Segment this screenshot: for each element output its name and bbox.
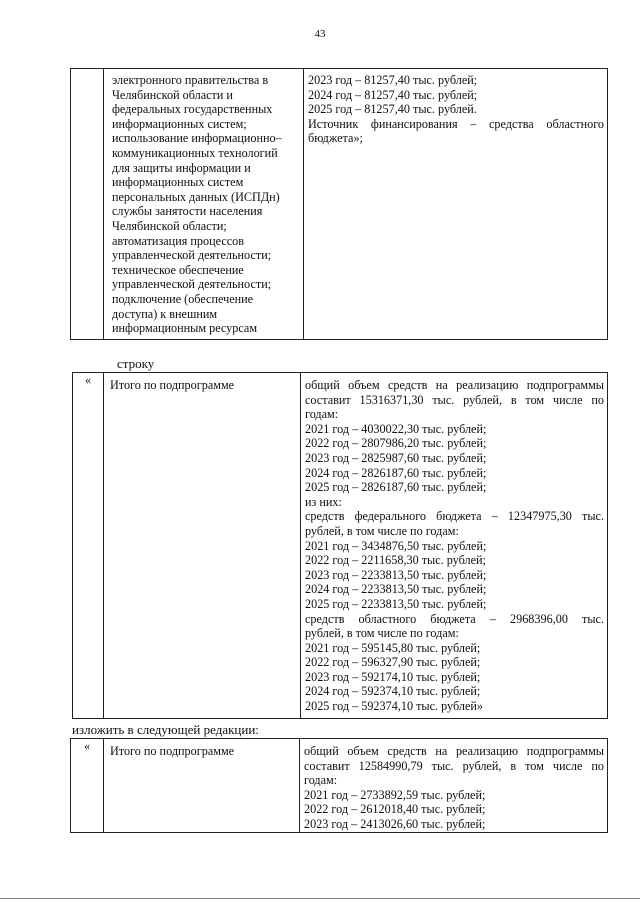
text-line: 2023 год – 2825987,60 тыс. рублей; — [305, 450, 487, 465]
text-line: 2024 год – 592374,10 тыс. рублей; — [305, 684, 481, 699]
table-row — [73, 373, 608, 719]
table-row — [71, 739, 608, 833]
subprogram-total-title: Итого по подпрограмме — [104, 739, 300, 833]
subprogram-total-title: Итого по подпрограмме — [104, 373, 301, 719]
text-line: федеральных государственных — [112, 102, 273, 117]
number-cell — [71, 69, 104, 340]
text-line: техническое обеспечение — [112, 262, 244, 277]
open-quote: « — [73, 373, 104, 719]
text-line: коммуникационных технологий — [112, 145, 278, 160]
text-line: 2024 год – 2233813,50 тыс. рублей; — [305, 582, 487, 597]
intro-line: общий объем средств на реализацию подпрограммы — [305, 378, 604, 392]
text-line: 2021 год – 2733892,59 тыс. рублей; — [304, 787, 486, 802]
text-line: Челябинской области; — [112, 218, 227, 233]
text-line: 2023 год – 81257,40 тыс. рублей; — [308, 73, 478, 87]
text-line: 2024 год – 2826187,60 тыс. рублей; — [305, 465, 487, 480]
text-line: 2023 год – 592174,10 тыс. рублей; — [305, 669, 481, 684]
subprogram-total-funding — [301, 373, 608, 719]
funding-cell — [304, 69, 608, 340]
regional-line: средств областного бюджета – 2968396,00 тыс. — [305, 611, 604, 626]
text-line: информационных систем — [112, 175, 244, 190]
new-total-table — [70, 738, 608, 833]
intro-line: годам: — [305, 407, 339, 422]
page-number: 43 — [314, 28, 326, 40]
text-line: 2022 год – 2612018,40 тыс. рублей; — [304, 802, 486, 817]
activity-cell — [104, 69, 304, 340]
regional-line: рублей, в том числе по годам: — [305, 626, 459, 641]
federal-years-list — [305, 539, 604, 612]
funding-lines — [308, 73, 604, 117]
text-line: управленческой деятельности; — [112, 277, 272, 292]
text-line: управленческой деятельности; — [112, 248, 272, 263]
intro-line: общий объем средств на реализацию подпрограммы — [304, 744, 604, 758]
label-stroku: строку — [117, 356, 155, 371]
table-row — [71, 69, 608, 340]
activity-lines — [112, 73, 300, 336]
text-line: 2025 год – 2233813,50 тыс. рублей; — [305, 596, 487, 611]
text-line: 2025 год – 81257,40 тыс. рублей. — [308, 102, 477, 117]
bottom-rule — [0, 898, 640, 899]
text-line: подключение (обеспечение — [112, 291, 254, 306]
text-line: Челябинской области и — [112, 87, 233, 102]
text-line: службы занятости населения — [112, 204, 263, 219]
text-line: 2022 год – 2807986,20 тыс. рублей; — [305, 436, 487, 451]
text-line: 2024 год – 81257,40 тыс. рублей; — [308, 87, 478, 102]
text-line: 2021 год – 3434876,50 тыс. рублей; — [305, 538, 487, 553]
text-line: персональных данных (ИСПДн) — [112, 189, 280, 204]
intro-line: годам: — [304, 773, 338, 788]
regional-years-list — [305, 641, 604, 714]
label-izlozhit: изложить в следующей редакции: — [72, 722, 259, 737]
text-line: информационных систем; — [112, 116, 247, 131]
intro-line: составит 12584990,79 тыс. рублей, в том числе по — [304, 758, 604, 773]
text-line: 2023 год – 2233813,50 тыс. рублей; — [305, 567, 487, 582]
intro-line: составит 15316371,30 тыс. рублей, в том числе по — [305, 392, 604, 407]
text-line: автоматизация процессов — [112, 233, 244, 248]
text-line: 2021 год – 595145,80 тыс. рублей; — [305, 640, 481, 655]
text-line: 2021 год – 4030022,30 тыс. рублей; — [305, 421, 487, 436]
text-line: 2022 год – 596327,90 тыс. рублей; — [305, 655, 481, 670]
open-quote: « — [71, 739, 104, 833]
text-line: для защиты информации и — [112, 160, 251, 175]
years-list — [304, 788, 604, 832]
iz-nih-line: из них: — [305, 494, 342, 509]
text-line: 2025 год – 592374,10 тыс. рублей» — [305, 699, 483, 714]
text-line: 2022 год – 2211658,30 тыс. рублей; — [305, 553, 486, 568]
text-line: информационным ресурсам — [112, 321, 258, 336]
text-line: использование информационно– — [112, 131, 282, 146]
text-line: 2025 год – 2826187,60 тыс. рублей; — [305, 480, 487, 495]
subprogram-total-funding — [300, 739, 608, 833]
funding-source-line: бюджета»; — [308, 131, 363, 146]
total-years-list — [305, 422, 604, 495]
text-line: 2023 год – 2413026,60 тыс. рублей; — [304, 816, 486, 831]
continuation-table — [70, 68, 608, 340]
text-line: электронного правительства в — [112, 73, 269, 87]
funding-source-line: Источник финансирования – средства областного — [308, 116, 604, 131]
federal-line: средств федерального бюджета – 12347975,30 тыс. — [305, 509, 604, 524]
old-total-table — [72, 372, 608, 719]
text-line: доступа) к внешним — [112, 306, 218, 321]
federal-line: рублей, в том числе по годам: — [305, 523, 459, 538]
